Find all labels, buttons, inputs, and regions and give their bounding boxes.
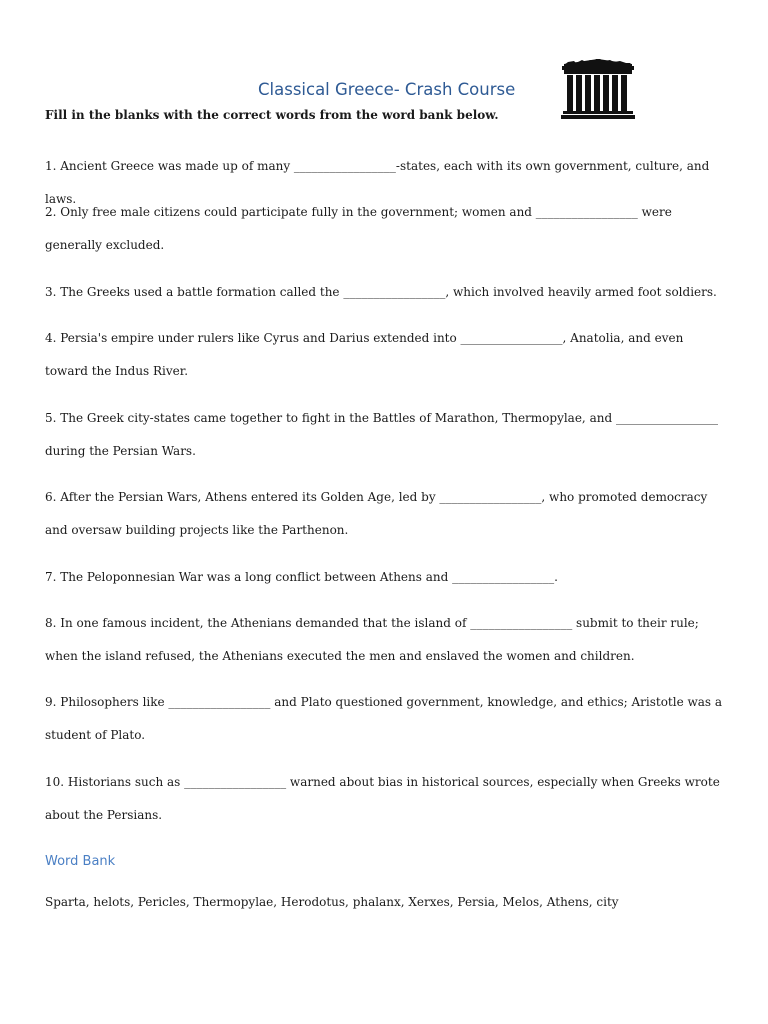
greek-temple-icon — [560, 58, 636, 120]
instructions: Fill in the blanks with the correct words from the word bank below. — [45, 108, 499, 122]
question-10: 10. Historians such as _________________ warned about bias in historical sources, especially when Greeks wrote about the Persians. — [45, 775, 720, 822]
question-1: 1. Ancient Greece was made up of many _________________-states, each with its own government, culture, and laws. — [45, 159, 710, 206]
question-6: 6. After the Persian Wars, Athens entered its Golden Age, led by _________________, who promoted democracy and oversaw building projects like the Parthenon. — [45, 490, 708, 537]
question-8: 8. In one famous incident, the Athenians demanded that the island of _________________ submit to their rule; when the island refused, the Athenians executed the men and enslaved the women and children. — [45, 616, 699, 663]
question-3: 3. The Greeks used a battle formation called the _________________, which involved heavily armed foot soldiers. — [45, 285, 717, 299]
word-bank-list: Sparta, helots, Pericles, Thermopylae, Herodotus, phalanx, Xerxes, Persia, Melos, Athens, city — [45, 895, 619, 909]
question-2: 2. Only free male citizens could participate fully in the government; women and _________________ were generally excluded. — [45, 205, 672, 252]
question-7: 7. The Peloponnesian War was a long conflict between Athens and _________________. — [45, 570, 558, 584]
question-4: 4. Persia's empire under rulers like Cyrus and Darius extended into _________________, Anatolia, and even toward the Indus River. — [45, 331, 684, 378]
question-5: 5. The Greek city-states came together to fight in the Battles of Marathon, Thermopylae, and _________________ during the Persian Wars. — [45, 411, 718, 458]
page-title: Classical Greece- Crash Course — [258, 80, 516, 99]
question-9: 9. Philosophers like _________________ and Plato questioned government, knowledge, and ethics; Aristotle was a student of Plato. — [45, 695, 723, 742]
word-bank-heading: Word Bank — [45, 854, 116, 869]
